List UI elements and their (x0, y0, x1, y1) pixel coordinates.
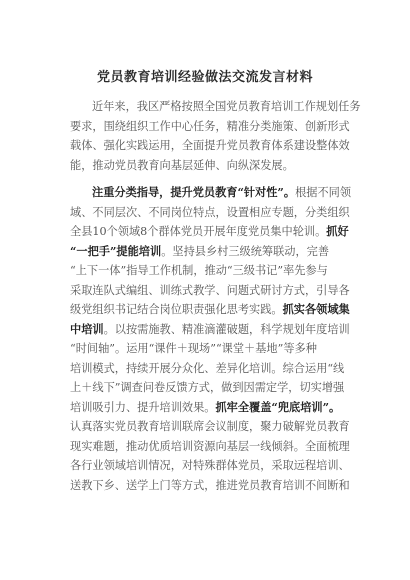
measures-line (70, 300, 348, 320)
measures-paragraph (70, 183, 352, 495)
measures-line (70, 242, 348, 262)
intro-line: 要求，围绕组织工作中心任务，精准分类施策、创新形式 (70, 119, 350, 133)
section-heading-focused-training: 抓实各领域集 (282, 302, 350, 316)
measures-line: 上＋线下”调查问卷反馈方式，做到因需定学，切实增强 (70, 381, 345, 394)
measures-line: “时间轴”。运用“课件＋现场”“课堂＋基地”等多种 (70, 342, 317, 355)
section-heading-focused-training: 中培训 (70, 321, 104, 336)
measures-line (70, 398, 348, 418)
measures-line: 认真落实党员教育培训联席会议制度，聚力破解党员教育 (70, 420, 350, 433)
measures-line (70, 320, 348, 340)
measures-text: 。坚持县乡村三级统筹联动，完善 (161, 244, 330, 258)
measures-line (70, 222, 348, 242)
measures-text: 级党组织书记结合岗位职责强化思考实践。 (70, 303, 283, 316)
intro-line: 能，推动党员教育向基层延伸、向纵深发展。 (70, 158, 294, 172)
measures-line: 送教下乡、送学上门等方式，推进党员教育培训不间断和 (70, 478, 350, 492)
measures-line: 域、不同层次、不同岗位特点，设置相应专题，分类组织 (70, 205, 350, 219)
measures-line: 培训模式，持续开展分众化、差异化培训。综合运用“线 (70, 361, 345, 375)
section-heading-leader-training: “一把手”提能培训 (70, 243, 162, 258)
measures-text: 根据不同领 (295, 186, 352, 199)
measures-line: “上下一体”指导工作机制，推动“三级书记”率先参与 (70, 264, 328, 277)
intro-line: 载体、强化实践运用，全面提升党员教育体系建设整体效 (70, 139, 350, 152)
intro-line: 近年来，我区严格按照全国党员教育培训工作规划任务 (92, 100, 361, 113)
measures-line: 现实难题，推动优质培训资源向基层一线倾斜。全面梳理 (70, 439, 350, 453)
document-title: 党员教育培训经验做法交流发言材料 (96, 70, 313, 85)
measures-line: 采取连队式编组、训练式教学、问题式研讨方式，引导各 (70, 283, 350, 297)
measures-text: 全县10个领域8个群体党员开展年度党员集中轮训。 (70, 225, 327, 238)
section-heading-full-coverage: 抓牢全覆盖“兜底培训”。 (215, 399, 341, 414)
section-heading-leader-training: 抓好 (326, 224, 349, 238)
measures-line: 各行业领域培训情况，对特殊群体党员，采取远程培训、 (70, 459, 350, 472)
measures-text: 培训吸引力、提升培训效果。 (70, 400, 216, 414)
measures-line (70, 183, 352, 203)
measures-text: 。以按需施教、精准滴灌破题，科学规划年度培训 (103, 322, 350, 336)
section-heading-classified-guidance: 注重分类指导，提升党员教育“针对性”。 (92, 185, 296, 199)
intro-paragraph (70, 97, 361, 175)
